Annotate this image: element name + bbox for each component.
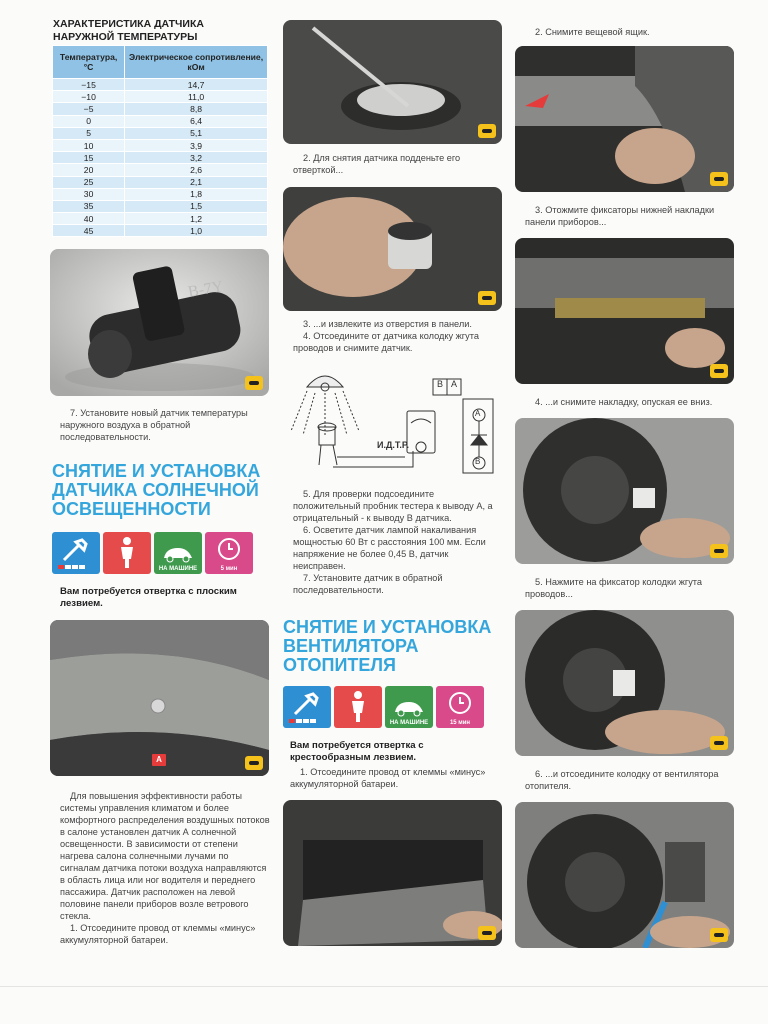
on-car-badge-icon — [245, 756, 263, 770]
caption-left-step7-text: 7. Установите новый датчик температуры наружного воздуха в обратной последовательности. — [60, 408, 248, 442]
on-car-badge-icon — [245, 376, 263, 390]
table-row — [53, 152, 268, 164]
on-car-badge-icon — [710, 736, 728, 750]
one-person-icon — [103, 532, 151, 574]
table-cell-temperature: 25 — [53, 176, 125, 188]
table-cell-temperature: 5 — [53, 127, 125, 139]
photo-glovebox — [283, 800, 502, 946]
clock-icon — [436, 686, 484, 728]
photo-heater-fan-disconnect — [515, 610, 734, 756]
mid-caption-6: 6. Осветите датчик лампой накаливания мощностью 60 Вт с расстояния 100 мм. Если напряжение не более 0,45 В, датчик неисправен. — [293, 525, 486, 571]
table-row — [53, 188, 268, 200]
table-header-resistance: Электрическое сопротивление, кОм — [125, 46, 268, 79]
connector-pin-b: B — [437, 379, 444, 389]
section2-needs: Вам потребуется отвертка с крестообразным лезвием. — [290, 740, 424, 763]
photo-remove-sensor — [283, 187, 502, 311]
table-cell-resistance: 6,4 — [125, 115, 268, 127]
mid-caption-5: 5. Для проверки подсоедините положительный пробник тестера к выводу А, а отрицательный - к выводу В датчика. — [293, 489, 493, 523]
table-cell-temperature: 0 — [53, 115, 125, 127]
on-car-icon — [154, 532, 202, 574]
photo-sun-sensor-location — [50, 620, 269, 776]
table-cell-resistance: 1,2 — [125, 213, 268, 225]
clock-icon-label: 5 мин — [220, 566, 238, 572]
table-row — [53, 176, 268, 188]
temperature-resistance-table — [52, 45, 268, 237]
table-cell-temperature: −15 — [53, 79, 125, 91]
section2-step1: 1. Отсоедините провод от клеммы «минус» аккумуляторной батареи. — [290, 767, 486, 789]
mid-captions-5-7 — [293, 488, 503, 596]
table-row — [53, 213, 268, 225]
on-car-badge-icon — [710, 172, 728, 186]
section1-title — [52, 462, 282, 519]
clock-icon — [205, 532, 253, 574]
table-cell-resistance: 2,1 — [125, 176, 268, 188]
mid-caption-4: 4. Отсоедините от датчика колодку жгута проводов и снимите датчик. — [293, 331, 479, 353]
table-cell-resistance: 3,9 — [125, 139, 268, 151]
table-cell-temperature: 35 — [53, 200, 125, 212]
on-car-badge-icon — [710, 364, 728, 378]
diagram-terminal-a: A — [475, 409, 481, 418]
table-cell-resistance: 1,8 — [125, 188, 268, 200]
table-title-line2: НАРУЖНОЙ ТЕМПЕРАТУРЫ — [53, 31, 198, 43]
on-car-badge-icon — [478, 926, 496, 940]
table-row — [53, 225, 268, 237]
section2-title-line3: ОТОПИТЕЛЯ — [283, 655, 396, 675]
right-caption-4: 4. ...и снимите накладку, опуская ее вниз. — [535, 397, 713, 407]
difficulty-tools-icon — [283, 686, 331, 728]
table-title-line1: ХАРАКТЕРИСТИКА ДАТЧИКА — [53, 18, 204, 30]
table-cell-resistance: 1,5 — [125, 200, 268, 212]
section1-icons — [52, 532, 253, 574]
on-car-icon-label: НА МАШИНЕ — [389, 720, 429, 726]
table-cell-temperature: 20 — [53, 164, 125, 176]
table-cell-temperature: 10 — [53, 139, 125, 151]
table-cell-temperature: 30 — [53, 188, 125, 200]
on-car-icon — [385, 686, 433, 728]
section2-title-line2: ВЕНТИЛЯТОРА — [283, 636, 419, 656]
test-wiring-diagram — [285, 365, 503, 487]
table-cell-resistance: 8,8 — [125, 103, 268, 115]
on-car-badge-icon — [710, 544, 728, 558]
on-car-icon-label: НА МАШИНЕ — [158, 566, 198, 572]
table-row — [53, 139, 268, 151]
table-row — [53, 91, 268, 103]
table-row — [53, 200, 268, 212]
mid-captions-3-4 — [293, 318, 503, 354]
difficulty-tools-icon — [52, 532, 100, 574]
mid-caption-2: 2. Для снятия датчика подденьте его отверткой... — [293, 153, 461, 175]
on-car-badge-icon — [710, 928, 728, 942]
table-cell-resistance: 3,2 — [125, 152, 268, 164]
tag-a: А — [152, 754, 166, 766]
section2-title — [283, 618, 513, 675]
table-cell-temperature: 15 — [53, 152, 125, 164]
table-cell-resistance: 2,6 — [125, 164, 268, 176]
section1-title-line2: ДАТЧИКА СОЛНЕЧНОЙ — [52, 480, 259, 500]
table-cell-resistance: 5,1 — [125, 127, 268, 139]
caption-left-step7 — [60, 407, 270, 443]
diagram-terminal-b: B — [475, 457, 481, 466]
on-car-badge-icon — [478, 124, 496, 138]
tester-label: И.Д.Т.Р. — [377, 440, 410, 450]
table-row — [53, 79, 268, 91]
table-title — [53, 18, 204, 44]
table-cell-temperature: 40 — [53, 213, 125, 225]
mid-caption-7: 7. Установите датчик в обратной последовательности. — [293, 573, 443, 595]
table-row — [53, 115, 268, 127]
right-caption-6: 6. ...и отсоедините колодку от вентилятора отопителя. — [525, 769, 719, 791]
table-cell-resistance: 14,7 — [125, 79, 268, 91]
left-body-text — [60, 790, 270, 946]
sensor-label-text: B-7Y — [186, 278, 225, 301]
photo-temperature-sensor — [50, 249, 269, 396]
table-row — [53, 103, 268, 115]
right-caption-3: 3. Отожмите фиксаторы нижней накладки панели приборов... — [525, 205, 715, 227]
photo-instrument-panel — [515, 46, 734, 192]
photo-heater-fan-screws — [515, 802, 734, 948]
section1-needs: Вам потребуется отвертка с плоским лезвием. — [60, 586, 237, 609]
clock-icon-label: 15 мин — [449, 720, 471, 726]
left-body-paragraph-1: Для повышения эффективности работы системы управления климатом и более комфортного распределения воздушных потоков в салоне установлен датчик А солнечной освещенности. В зависимости от степени нагрева салона солнечными лучами по сигналам датчика потоки воздуха направляются в область лица или ног водителя и переднего пассажира. Датчик расположен на левой половине панели приборов возле ветрового стекла. — [60, 791, 270, 921]
section1-title-line3: ОСВЕЩЕННОСТИ — [52, 499, 211, 519]
table-cell-temperature: −10 — [53, 91, 125, 103]
table-cell-resistance: 1,0 — [125, 225, 268, 237]
right-caption-2: 2. Снимите вещевой ящик. — [535, 27, 650, 37]
connector-pin-a: A — [451, 379, 458, 389]
table-cell-resistance: 11,0 — [125, 91, 268, 103]
table-header-temperature: Температура, °С — [53, 46, 125, 79]
section1-title-line1: СНЯТИЕ И УСТАНОВКА — [52, 461, 261, 481]
on-car-badge-icon — [478, 291, 496, 305]
right-caption-5: 5. Нажмите на фиксатор колодки жгута проводов... — [525, 577, 703, 599]
photo-heater-fan-connector — [515, 418, 734, 564]
mid-caption-3: 3. ...и извлеките из отверстия в панели. — [303, 319, 472, 329]
page-bottom-divider — [0, 986, 768, 987]
section2-icons — [283, 686, 484, 728]
table-row — [53, 127, 268, 139]
table-cell-temperature: 45 — [53, 225, 125, 237]
photo-lower-panel-cover — [515, 238, 734, 384]
table-cell-temperature: −5 — [53, 103, 125, 115]
photo-pry-sensor — [283, 20, 502, 144]
one-person-icon — [334, 686, 382, 728]
left-body-paragraph-2: 1. Отсоедините провод от клеммы «минус» аккумуляторной батареи. — [60, 923, 256, 945]
table-row — [53, 164, 268, 176]
section2-title-line1: СНЯТИЕ И УСТАНОВКА — [283, 617, 492, 637]
